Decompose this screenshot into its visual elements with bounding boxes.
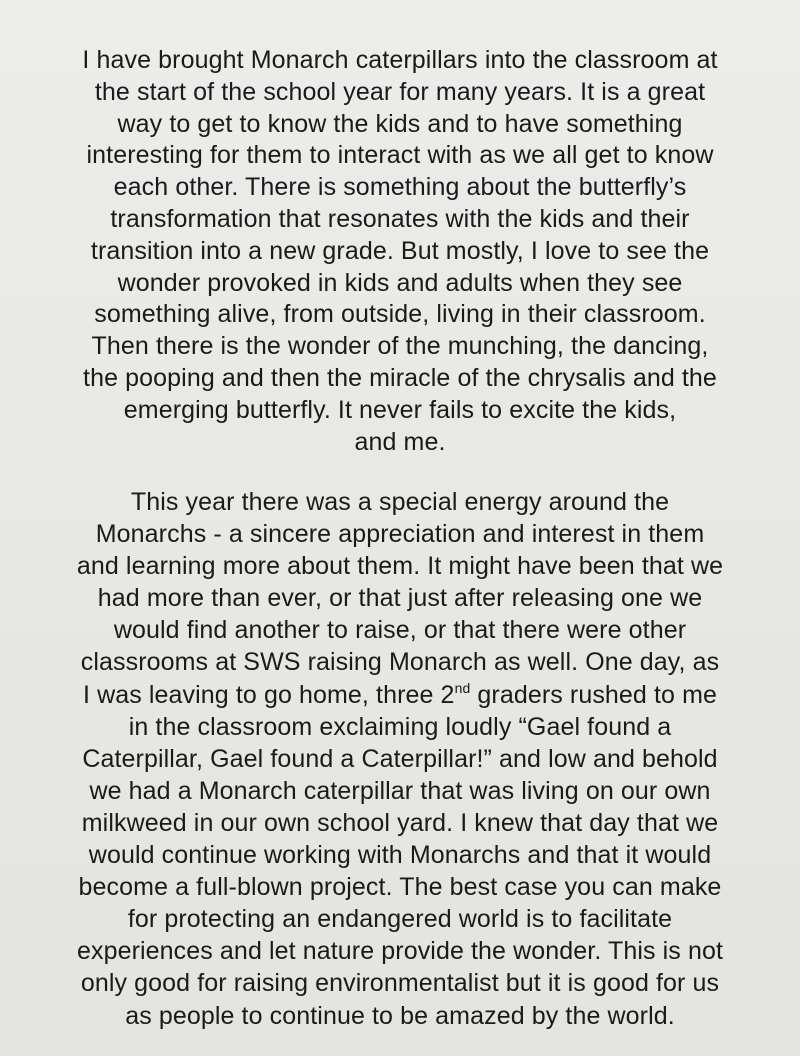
- text-line: This year there was a special energy around the: [130, 488, 670, 516]
- text-line: each other. There is something about the butterfly’s: [113, 173, 687, 202]
- text-line: Then there is the wonder of the munching, the dancing,: [91, 332, 709, 361]
- text-line: only good for raising environmentalist but it is good for us: [80, 969, 720, 998]
- text-line: become a full-blown project. The best case you can make: [78, 873, 722, 902]
- text-line: for protecting an endangered world is to facilitate: [127, 905, 673, 934]
- text-line: [0, 679, 800, 711]
- text-line: experiences and let nature provide the wonder. This is not: [76, 937, 723, 966]
- text-line: milkweed in our own school yard. I knew that day that we: [81, 808, 719, 837]
- text-line: I have brought Monarch caterpillars into the classroom at: [82, 46, 718, 74]
- text-line: as people to continue to be amazed by the world.: [125, 1001, 675, 1030]
- text-line: transformation that resonates with the kids and their: [110, 204, 690, 233]
- ordinal-superscript: nd: [454, 679, 471, 696]
- text-line: classrooms at SWS raising Monarch as well. One day, as: [80, 648, 720, 677]
- paragraph-1: [0, 45, 800, 458]
- text-line: and me.: [354, 427, 446, 456]
- text-line: way to get to know the kids and to have something: [117, 109, 683, 138]
- text-segment: graders rushed to me: [470, 680, 718, 709]
- paragraph-2: [0, 486, 800, 1032]
- text-segment: I was leaving to go home, three 2: [82, 680, 455, 709]
- text-line: the pooping and then the miracle of the chrysalis and the: [83, 363, 717, 392]
- text-line: Caterpillar, Gael found a Caterpillar!” and low and behold: [82, 744, 718, 773]
- text-line: wonder provoked in kids and adults when they see: [117, 268, 683, 297]
- text-line: would find another to raise, or that there were other: [113, 616, 687, 645]
- text-line: and learning more about them. It might have been that we: [76, 552, 724, 581]
- text-line: in the classroom exclaiming loudly “Gael found a: [128, 712, 672, 741]
- text-line: we had a Monarch caterpillar that was living on our own: [89, 776, 711, 805]
- text-line: the start of the school year for many years. It is a great: [94, 77, 706, 106]
- text-line: Monarchs - a sincere appreciation and interest in them: [95, 520, 705, 549]
- text-line: something alive, from outside, living in their classroom.: [94, 300, 706, 329]
- text-line: had more than ever, or that just after releasing one we: [97, 584, 703, 613]
- text-line: emerging butterfly. It never fails to excite the kids,: [123, 395, 677, 424]
- text-line: would continue working with Monarchs and that it would: [88, 841, 712, 870]
- text-line: interesting for them to interact with as we all get to know: [86, 141, 714, 170]
- text-line: transition into a new grade. But mostly, I love to see the: [90, 236, 710, 265]
